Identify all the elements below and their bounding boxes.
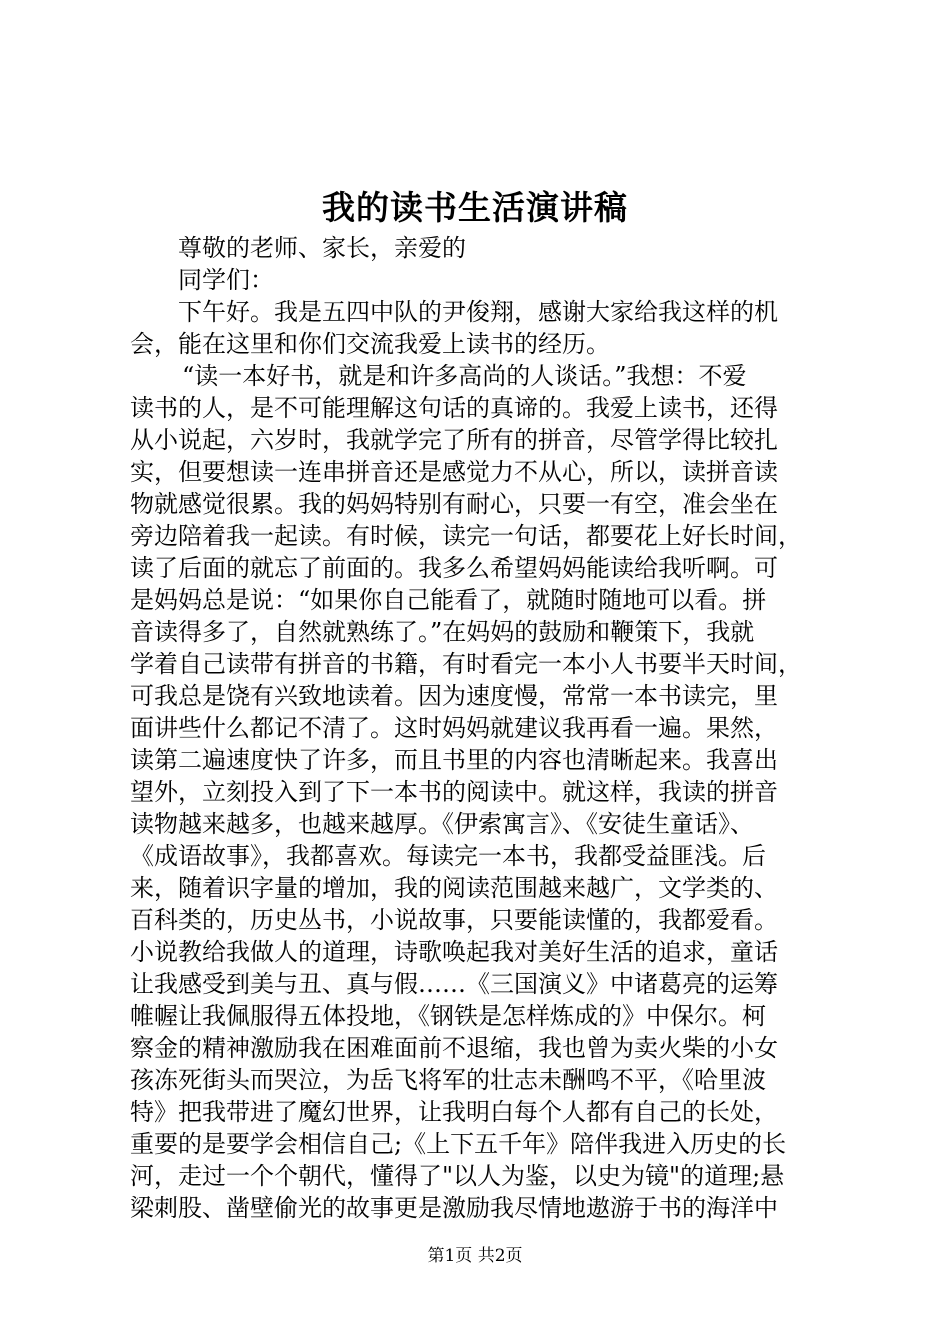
- text-line: 来，随着识字量的增加，我的阅读范围越来越广，文学类的、: [130, 874, 778, 902]
- text-line: 孩冻死街头而哭泣，为岳飞将军的壮志未酬鸣不平，《哈里波: [130, 1066, 766, 1094]
- text-line: 让我感受到美与丑、真与假……《三国演义》中诸葛亮的运筹: [130, 970, 778, 998]
- text-line: 实，但要想读一连串拼音还是感觉力不从心，所以，读拼音读: [130, 458, 778, 486]
- text-line: 小说教给我做人的道理，诗歌唤起我对美好生活的追求，童话: [130, 938, 778, 966]
- text-line: 读了后面的就忘了前面的。我多么希望妈妈能读给我听啊。可: [130, 554, 778, 582]
- text-line: 特》把我带进了魔幻世界，让我明白每个人都有自己的长处，: [130, 1098, 778, 1126]
- text-line: 可我总是饶有兴致地读着。因为速度慢，常常一本书读完，里: [130, 682, 778, 710]
- text-line: 梁刺股、凿壁偷光的故事更是激励我尽情地遨游于书的海洋中: [130, 1194, 778, 1222]
- document-title: 我的读书生活演讲稿: [322, 188, 628, 227]
- text-line: 尊敬的老师、家长，亲爱的: [178, 234, 466, 262]
- text-line: 音读得多了，自然就熟练了。”在妈妈的鼓励和鞭策下，我就: [130, 618, 755, 646]
- text-line: 读物越来越多，也越来越厚。《伊索寓言》、《安徒生童话》、: [130, 810, 754, 838]
- text-line: 下午好。我是五四中队的尹俊翔，感谢大家给我这样的机: [178, 298, 778, 326]
- text-line: 学着自己读带有拼音的书籍，有时看完一本小人书要半天时间，: [130, 650, 802, 678]
- text-line: “读一本好书，就是和许多高尚的人谈话。”我想：不爱: [182, 362, 747, 390]
- text-line: 百科类的，历史丛书，小说故事，只要能读懂的，我都爱看。: [130, 906, 778, 934]
- text-line: 望外，立刻投入到了下一本书的阅读中。就这样，我读的拼音: [130, 778, 778, 806]
- text-line: 物就感觉很累。我的妈妈特别有耐心，只要一有空，准会坐在: [130, 490, 778, 518]
- text-line: 读书的人，是不可能理解这句话的真谛的。我爱上读书，还得: [130, 394, 778, 422]
- text-line: 帷幄让我佩服得五体投地，《钢铁是怎样炼成的》中保尔。柯: [130, 1002, 766, 1030]
- text-line: 是妈妈总是说：“如果你自己能看了，就随时随地可以看。拼: [130, 586, 767, 614]
- page-number-footer: 第1页 共2页: [427, 1246, 523, 1266]
- text-line: 察金的精神激励我在困难面前不退缩，我也曾为卖火柴的小女: [130, 1034, 778, 1062]
- document-body: [130, 232, 830, 1224]
- text-line: 从小说起，六岁时，我就学完了所有的拼音，尽管学得比较扎: [130, 426, 778, 454]
- text-line: 同学们：: [178, 266, 274, 294]
- text-line: 面讲些什么都记不清了。这时妈妈就建议我再看一遍。果然，: [130, 714, 778, 742]
- text-line: 重要的是要学会相信自己;《上下五千年》陪伴我进入历史的长: [130, 1130, 787, 1158]
- text-line: 旁边陪着我一起读。有时候，读完一句话，都要花上好长时间，: [130, 522, 802, 550]
- text-line: 《成语故事》，我都喜欢。每读完一本书，我都受益匪浅。后: [130, 842, 766, 870]
- text-line: 会，能在这里和你们交流我爱上读书的经历。: [130, 330, 610, 358]
- text-line: 河，走过一个个朝代，懂得了"以人为鉴，以史为镜"的道理;悬: [130, 1162, 785, 1190]
- text-line: 读第二遍速度快了许多，而且书里的内容也清晰起来。我喜出: [130, 746, 778, 774]
